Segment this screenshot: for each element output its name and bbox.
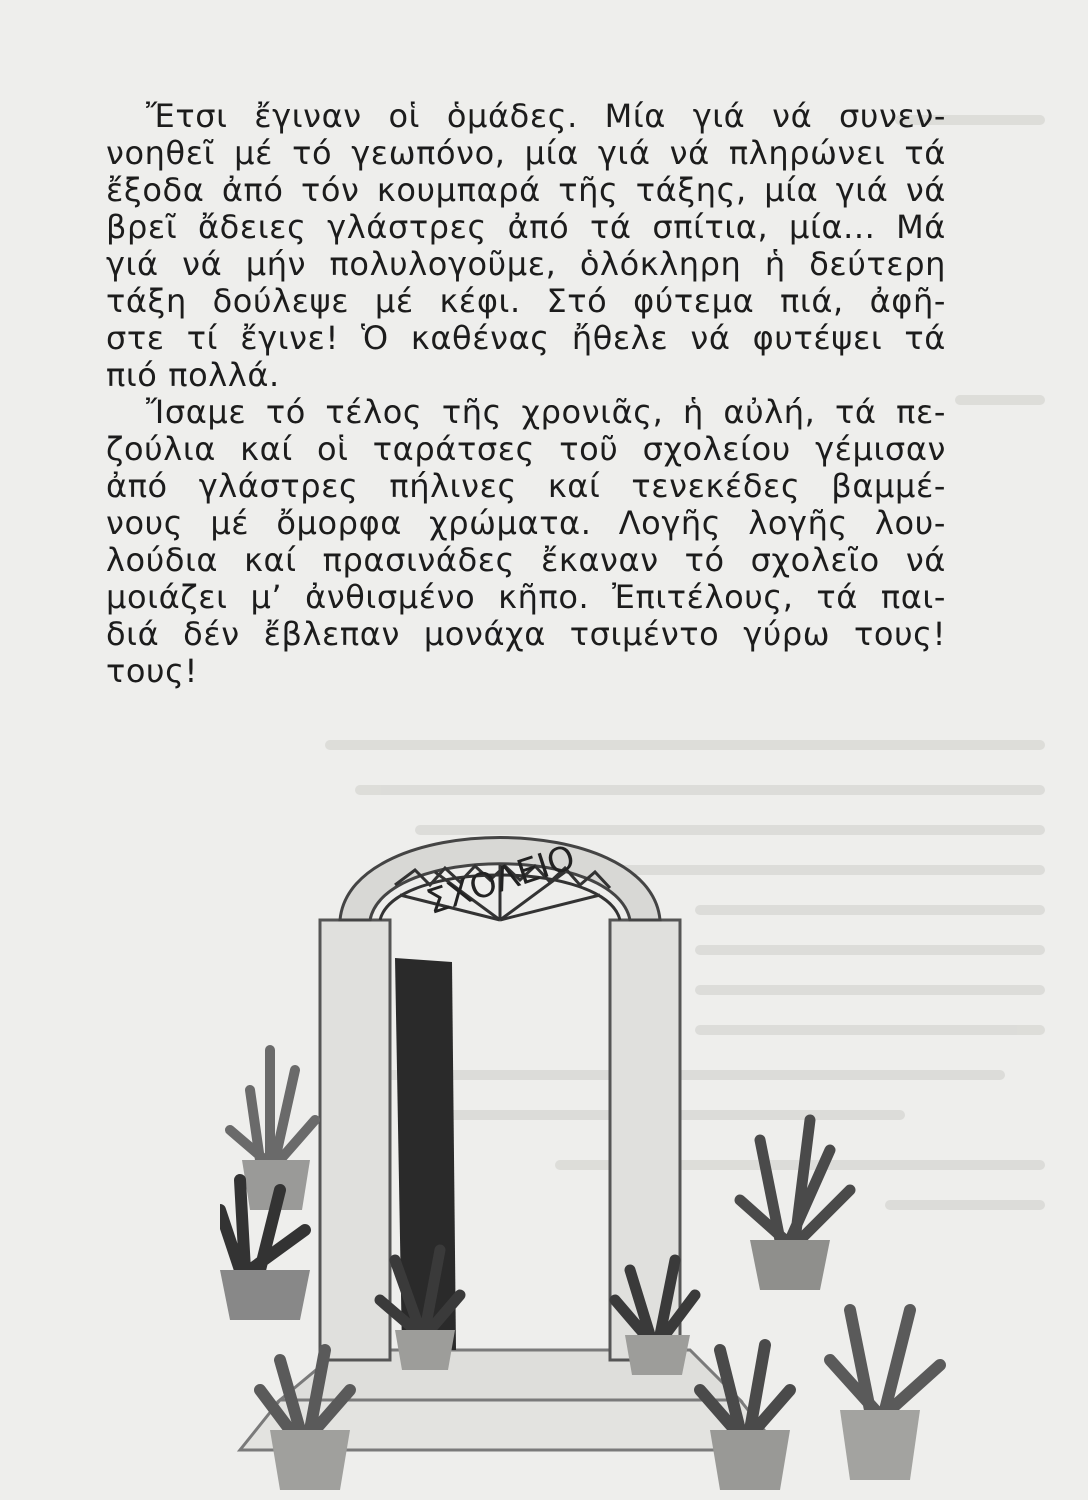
text-line: τάξη δούλεψε μέ κέφι. Στό φύτεμα πιά, ἀφῆ-	[106, 282, 946, 320]
text-line: στε τί ἔγινε! Ὁ καθένας ἤθελε νά φυτέψει τά	[106, 319, 946, 357]
text-line: ζούλια καί οἱ ταράτσες τοῦ σχολείου γέμισαν	[106, 430, 946, 468]
text-line: λούδια καί πρασινάδες ἔκαναν τό σχολεῖο νά	[106, 541, 946, 579]
plant-right-platform	[740, 1120, 850, 1290]
left-pillar	[320, 920, 390, 1360]
school-sign: ΣΧΟΛΕΙΟ	[421, 837, 580, 923]
text-line: νοηθεῖ μέ τό γεωπόνο, μία γιά νά πληρώνει τά	[106, 134, 946, 172]
school-gate-illustration	[220, 790, 980, 1500]
text-line: ἔξοδα ἀπό τόν κουμπαρά τῆς τάξης, μία γιά νά	[106, 171, 946, 209]
text-line: Ἔτσι ἔγιναν οἱ ὁμάδες. Μία γιά νά συνεν-	[146, 97, 946, 135]
text-line: τους!	[106, 652, 198, 690]
text-line: βρεῖ ἄδειες γλάστρες ἀπό τά σπίτια, μία... Μά	[106, 208, 946, 246]
paragraph-teams	[106, 98, 946, 394]
text-line: πιό πολλά.	[106, 356, 280, 394]
text-line: ἀπό γλάστρες πήλινες καί τενεκέδες βαμμέ-	[106, 467, 946, 505]
plant-bottom-right	[830, 1310, 940, 1480]
paragraph-garden	[106, 394, 946, 690]
text-line: μοιάζει μ’ ἀνθισμένο κῆπο. Ἐπιτέλους, τά παι-	[106, 578, 946, 616]
story-text	[106, 98, 946, 690]
text-line: Ἴσαμε τό τέλος τῆς χρονιᾶς, ἡ αὐλή, τά πε-	[146, 393, 946, 431]
text-line: γιά νά μήν πολυλογοῦμε, ὁλόκληρη ἡ δεύτερη	[106, 245, 946, 283]
text-line: νους μέ ὄμορφα χρώματα. Λογῆς λογῆς λου-	[106, 504, 946, 542]
text-line: διά δέν ἔβλεπαν μονάχα τσιμέντο γύρω τους!	[106, 615, 946, 653]
